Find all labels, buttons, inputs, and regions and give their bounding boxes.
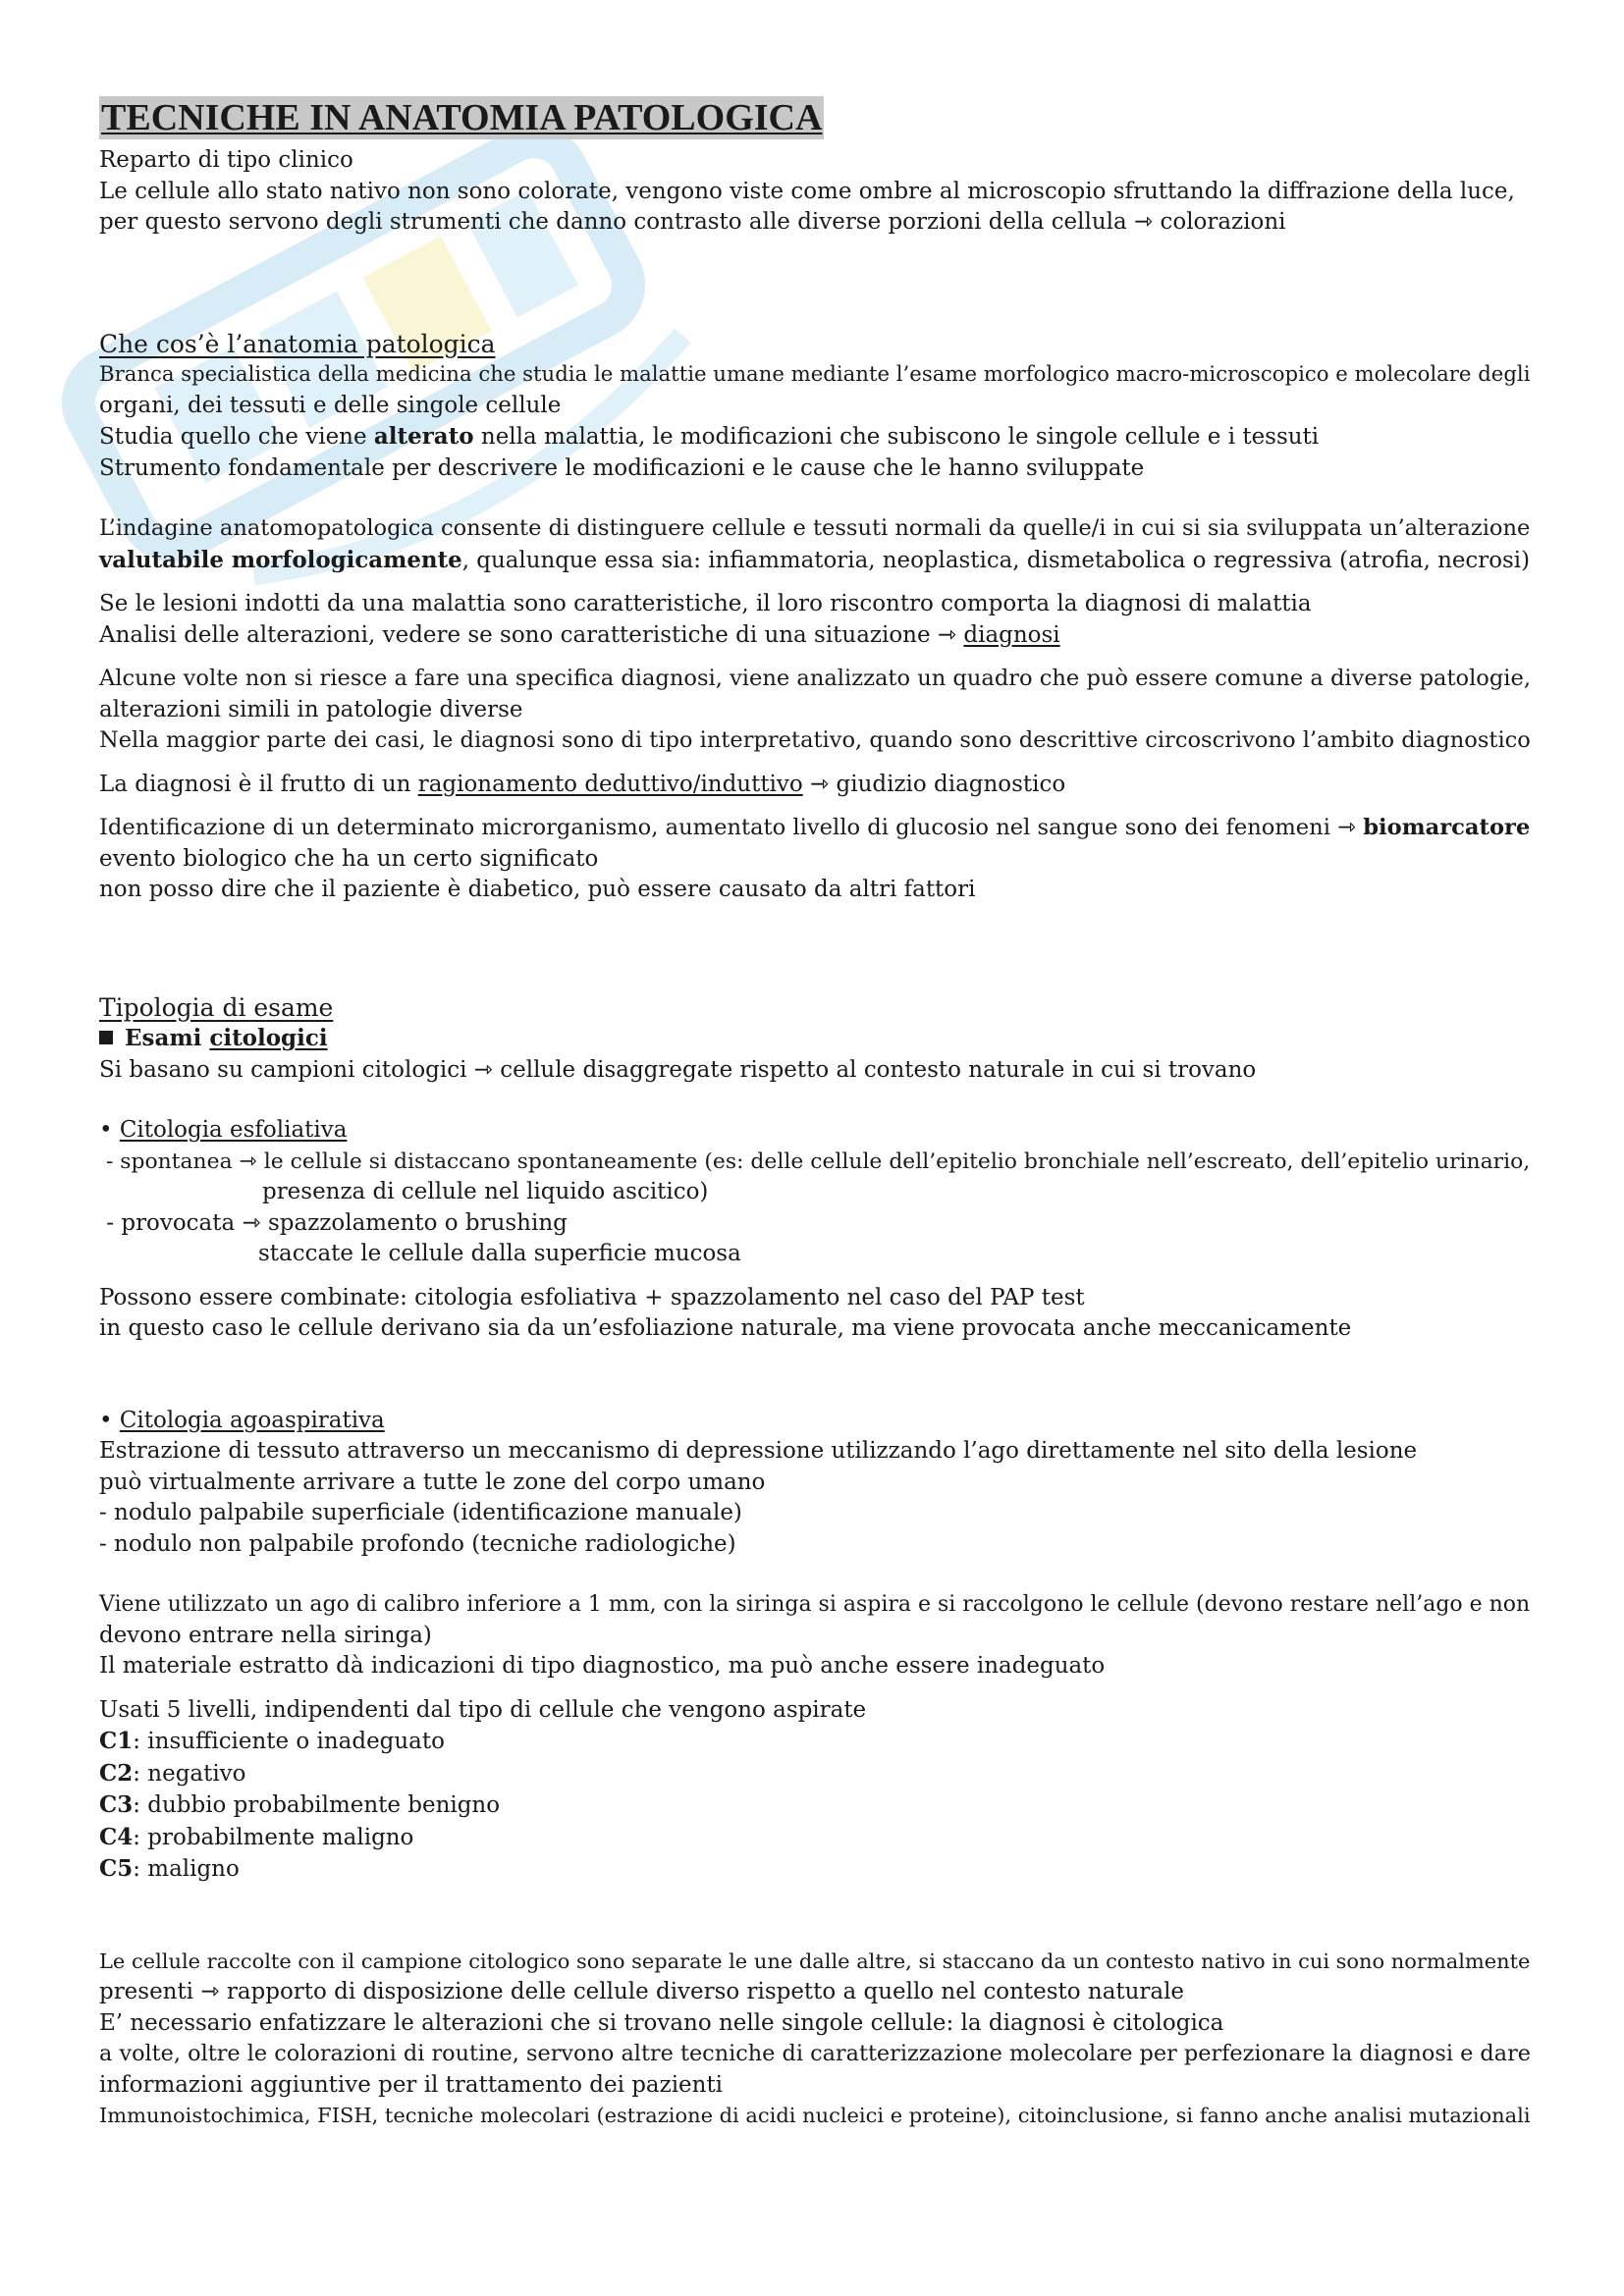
intro-line: Le cellule allo stato nativo non sono colorate, vengono viste come ombre al microscopio sfruttando la diffrazione della luce,	[99, 178, 1515, 204]
level-item: C4: probabilmente maligno	[99, 1823, 414, 1850]
paragraph-line: Branca specialistica della medicina che studia le malattie umane mediante l’esame morfologico macro-microscopico e molecolare degli	[99, 362, 1531, 387]
paragraph-line: Possono essere combinate: citologia esfoliativa + spazzolamento nel caso del PAP test	[99, 1284, 1085, 1310]
paragraph-line: evento biologico che ha un certo significato	[99, 845, 599, 872]
list-line: staccate le cellule dalla superficie mucosa	[258, 1241, 741, 1266]
underlined-term: diagnosi	[963, 621, 1060, 648]
paragraph-line: Studia quello che viene alterato nella malattia, le modificazioni che subiscono le singole cellule e i tessuti	[99, 423, 1320, 450]
document-body	[99, 96, 1533, 2132]
paragraph-line: Le cellule raccolte con il campione citologico sono separate le une dalle altre, si staccano da un contesto nativo in cui sono normalmente	[99, 1949, 1531, 1973]
paragraph-line: La diagnosi è il frutto di un ragionamento deduttivo/induttivo ⇾ giudizio diagnostico	[99, 771, 1066, 797]
paragraph-line: devono entrare nella siringa)	[99, 1622, 432, 1648]
section-heading-tipologia: Tipologia di esame	[99, 992, 334, 1022]
list-line: presenza di cellule nel liquido ascitico)	[262, 1179, 709, 1204]
list-line: - spontanea ⇾ le cellule si distaccano spontaneamente (es: delle cellule dell’epitelio bronchiale nell’escreato, dell’epitelio urinario,	[99, 1148, 1531, 1174]
bold-term: alterato	[373, 423, 474, 450]
paragraph-line: Strumento fondamentale per descrivere le modificazioni e le cause che le hanno sviluppate	[99, 454, 1145, 481]
level-item: C2: negativo	[99, 1759, 246, 1787]
paragraph-line: E’ necessario enfatizzare le alterazioni che si trovano nelle singole cellule: la diagnosi è citologica	[99, 2009, 1224, 2036]
section-heading-anatomia: Che cos’è l’anatomia patologica	[99, 329, 496, 358]
paragraph-line: non posso dire che il paziente è diabetico, può essere causato da altri fattori	[99, 877, 976, 902]
paragraph-line: Nella maggior parte dei casi, le diagnosi sono di tipo interpretativo, quando sono descrittive circoscrivono l’ambito diagnostico	[99, 727, 1531, 753]
paragraph-line: a volte, oltre le colorazioni di routine, servono altre tecniche di caratterizzazione molecolare per perfezionare la diagnosi e dare	[99, 2041, 1531, 2066]
paragraph-line: organi, dei tessuti e delle singole cellule	[99, 392, 562, 418]
intro-line: per questo servono degli strumenti che danno contrasto alle diverse porzioni della cellula ⇾ colorazioni	[99, 209, 1286, 235]
bullet-citologia-esfoliativa: • Citologia esfoliativa	[99, 1117, 348, 1143]
intro-line: Reparto di tipo clinico	[99, 147, 353, 173]
paragraph-line: Si basano su campioni citologici ⇾ cellule disaggregate rispetto al contesto naturale in cui si trovano	[99, 1056, 1257, 1083]
subheading-esami-citologici: Esami citologici	[99, 1023, 1533, 1055]
paragraph-line: in questo caso le cellule derivano sia da un’esfoliazione naturale, ma viene provocata anche meccanicamente	[99, 1315, 1352, 1341]
paragraph-line: Estrazione di tessuto attraverso un meccanismo di depressione utilizzando l’ago direttamente nel sito della lesione	[99, 1438, 1418, 1464]
paragraph-line: informazioni aggiuntive per il trattamento dei pazienti	[99, 2071, 724, 2098]
paragraph-line: Usati 5 livelli, indipendenti dal tipo di cellule che vengono aspirate	[99, 1696, 867, 1723]
paragraph-line: valutabile morfologicamente, qualunque essa sia: infiammatoria, neoplastica, dismetabolica o regressiva (atrofia, necrosi)	[99, 546, 1531, 573]
paragraph-line: Analisi delle alterazioni, vedere se sono caratteristiche di una situazione ⇾ diagnosi	[99, 621, 1060, 648]
paragraph-line: Alcune volte non si riesce a fare una specifica diagnosi, viene analizzato un quadro che può essere comune a diverse patologie,	[99, 666, 1532, 691]
paragraph-line: alterazioni simili in patologie diverse	[99, 696, 523, 722]
bold-term: valutabile morfologicamente	[99, 546, 462, 573]
paragraph-line: Il materiale estratto dà indicazioni di tipo diagnostico, ma può anche essere inadeguato	[99, 1653, 1106, 1679]
page-title: TECNICHE IN ANATOMIA PATOLOGICA	[101, 97, 823, 138]
bold-term: biomarcatore	[1363, 815, 1531, 840]
level-item: C1: insufficiente o inadeguato	[99, 1728, 445, 1754]
level-item: C5: maligno	[99, 1855, 240, 1882]
paragraph-line: può virtualmente arrivare a tutte le zone del corpo umano	[99, 1468, 766, 1495]
paragraph-line: Se le lesioni indotti da una malattia sono caratteristiche, il loro riscontro comporta la diagnosi di malattia	[99, 591, 1312, 616]
underlined-term: ragionamento deduttivo/induttivo	[417, 771, 803, 797]
paragraph-line: - nodulo non palpabile profondo (tecniche radiologiche)	[99, 1530, 736, 1557]
list-line: - provocata ⇾ spazzolamento o brushing	[99, 1209, 568, 1236]
paragraph-line: Viene utilizzato un ago di calibro inferiore a 1 mm, con la siringa si aspira e si raccolgono le cellule (devono restare nell’ago e non	[99, 1592, 1531, 1617]
paragraph-line: presenti ⇾ rapporto di disposizione delle cellule diverso rispetto a quello nel contesto naturale	[99, 1979, 1185, 2004]
paragraph-line: Identificazione di un determinato microrganismo, aumentato livello di glucosio nel sangue sono dei fenomeni ⇾ biomarcatore	[99, 815, 1531, 840]
paragraph-line: Immunoistochimica, FISH, tecniche molecolari (estrazione di acidi nucleici e proteine), citoinclusione, si fanno anche analisi mutazionali	[99, 2104, 1531, 2127]
paragraph-line: - nodulo palpabile superficiale (identificazione manuale)	[99, 1500, 742, 1525]
paragraph-line: L’indagine anatomopatologica consente di distinguere cellule e tessuti normali da quelle/i in cui si sia sviluppata un’alterazione	[99, 515, 1531, 541]
bullet-citologia-agoaspirativa: • Citologia agoaspirativa	[99, 1407, 385, 1433]
level-item: C3: dubbio probabilmente benigno	[99, 1791, 501, 1818]
square-bullet-icon	[99, 1031, 113, 1044]
